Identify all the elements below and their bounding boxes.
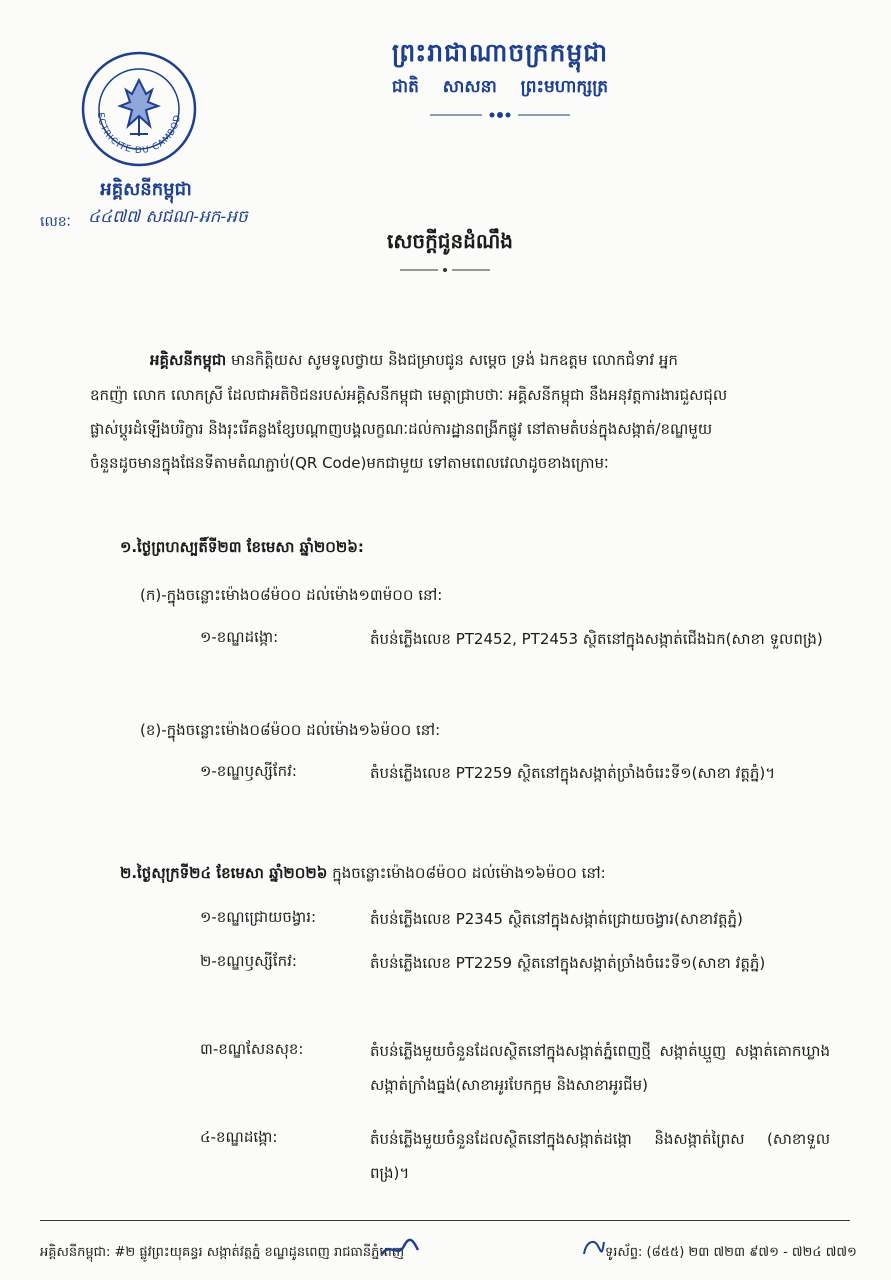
reference-number: ៤៤៧៧ សជណ-អក-អច	[88, 207, 248, 227]
intro-line-3: ផ្លាស់ប្តូរដំឡើងបរិក្ខារ និងរុះរើគន្លងខ្សែបណ្តាញបង្គលក្ខណៈដល់ការដ្ឋានពង្រីកផ្លូវ នៅតាមតំបន់ក្នុងសង្កាត់/ខណ្ឌមួយ	[90, 420, 713, 438]
document-title: សេចក្តីជូនដំណឹង	[387, 229, 513, 253]
section-1b-item-1-value: តំបន់ភ្លើងលេខ PT2259 ស្ថិតនៅក្នុងសង្កាត់ច្រាំងចំរេះទី១(សាខា វត្តភ្នំ)។	[370, 764, 776, 782]
section-2-heading	[120, 858, 606, 888]
footer-address: អគ្គិសនីកម្ពុជា: #២ ផ្លូវព្រះយុគន្ធរ សង្កាត់វត្តភ្នំ ខណ្ឌដូនពេញ រាជធានីភ្នំពេញ	[40, 1245, 405, 1260]
signature-initial-icon	[380, 1238, 420, 1260]
section-2-item-1-label: ១-ខណ្ឌជ្រោយចង្វារ:	[200, 908, 317, 926]
section-2-date: ២.ថ្ងៃសុក្រទី២៤ ខែមេសា ឆ្នាំ២០២៦	[120, 864, 328, 882]
section-2-item-4-value: តំបន់ភ្លើងមួយចំនួនដែលស្ថិតនៅក្នុងសង្កាត់ដង្កោ និងសង្កាត់ព្រៃស (សាខាទួលពង្រ)។	[370, 1130, 830, 1182]
section-2-item-1-value: តំបន់ភ្លើងលេខ P2345 ស្ថិតនៅក្នុងសង្កាត់ជ្រោយចង្វារ(សាខាវត្តភ្នំ)	[370, 910, 743, 928]
section-1-heading: ១.ថ្ងៃព្រហស្បតិ៍ទី២៣ ខែមេសា ឆ្នាំ២០២៦:	[120, 538, 364, 556]
section-1a-heading: (ក)-ក្នុងចន្លោះម៉ោង០៨ម៉០០ ដល់ម៉ោង១៣ម៉០០ នៅ:	[140, 586, 443, 604]
section-1a-item-1-value: តំបន់ភ្លើងលេខ PT2452, PT2453 ស្ថិតនៅក្នុងសង្កាត់ជើងឯក(សាខា ទួលពង្រ)	[370, 630, 823, 648]
section-1b-item-1-label: ១-ខណ្ឌឫស្សីកែវ:	[200, 762, 297, 780]
intro-org-name: អគ្គិសនីកម្ពុជា	[150, 351, 227, 369]
section-2-item-4-label: ៤-ខណ្ឌដង្កោ:	[200, 1128, 278, 1146]
section-2-item-3-value: តំបន់ភ្លើងមួយចំនួនដែលស្ថិតនៅក្នុងសង្កាត់ភ្នំពេញថ្មី សង្កាត់ឃ្មួញ សង្កាត់គោកឃ្លាង សង្កាត់ក្រាំងធ្នង់(សាខាអូរបែកក្អម និងសាខាអូរជីម)	[370, 1042, 830, 1094]
organization-name: អគ្គិសនីកម្ពុជា	[100, 179, 192, 200]
garuda-emblem-icon	[120, 80, 158, 136]
organization-seal	[80, 50, 198, 168]
section-1a-item-1-label: ១-ខណ្ឌដង្កោ:	[200, 628, 279, 646]
intro-line-2: ឧកញ៉ា លោក លោកស្រី ដែលជាអតិថិជនរបស់អគ្គិសនីកម្ពុជា មេត្តាជ្រាបថាៈ អគ្គិសនីកម្ពុជា នឹងអនុវត្តការងារជួសជុល	[90, 386, 728, 404]
intro-line-4: ចំនួនដូចមានក្នុងផែនទីតាមតំណភ្ជាប់(QR Code)មកជាមួយ ទៅតាមពេលវេលាដូចខាងក្រោមៈ	[90, 454, 609, 472]
ornament-divider-icon	[430, 110, 570, 120]
intro-line-1	[90, 343, 830, 377]
signature-mark-icon	[580, 1236, 606, 1258]
section-2-item-3-label: ៣-ខណ្ឌសែនសុខ:	[200, 1040, 304, 1058]
footer-phone: ទូរស័ព្ទ: (៨៥៥) ២៣ ៧២៣ ៩៧១ - ៧២៤ ៧៧១	[605, 1245, 857, 1260]
title-divider-icon	[400, 266, 490, 274]
section-2-item-2-value: តំបន់ភ្លើងលេខ PT2259 ស្ថិតនៅក្នុងសង្កាត់ច្រាំងចំរេះទី១(សាខា វត្តភ្នំ)	[370, 954, 766, 972]
footer-divider	[40, 1220, 850, 1221]
kingdom-heading: ព្រះរាជាណាចក្រកម្ពុជា	[391, 38, 609, 67]
section-1b-heading: (ខ)-ក្នុងចន្លោះម៉ោង០៨ម៉០០ ដល់ម៉ោង១៦ម៉០០ នៅ:	[140, 721, 441, 739]
seal-text: ECTRICITE DU CAMBOD	[94, 111, 184, 156]
section-2-item-2-label: ២-ខណ្ឌឫស្សីកែវ:	[200, 952, 297, 970]
intro-text-1: មានកិត្តិយស សូមទូលថ្វាយ និងជម្រាបជូន សម្តេច ទ្រង់ ឯកឧត្តម លោកជំទាវ អ្នក	[230, 351, 678, 369]
national-motto: ជាតិ សាសនា ព្រះមហាក្សត្រ	[391, 77, 609, 97]
section-2-time: ក្នុងចន្លោះម៉ោង០៨ម៉០០ ដល់ម៉ោង១៦ម៉០០ នៅ:	[332, 864, 606, 882]
reference-label: លេខៈ	[40, 214, 71, 230]
